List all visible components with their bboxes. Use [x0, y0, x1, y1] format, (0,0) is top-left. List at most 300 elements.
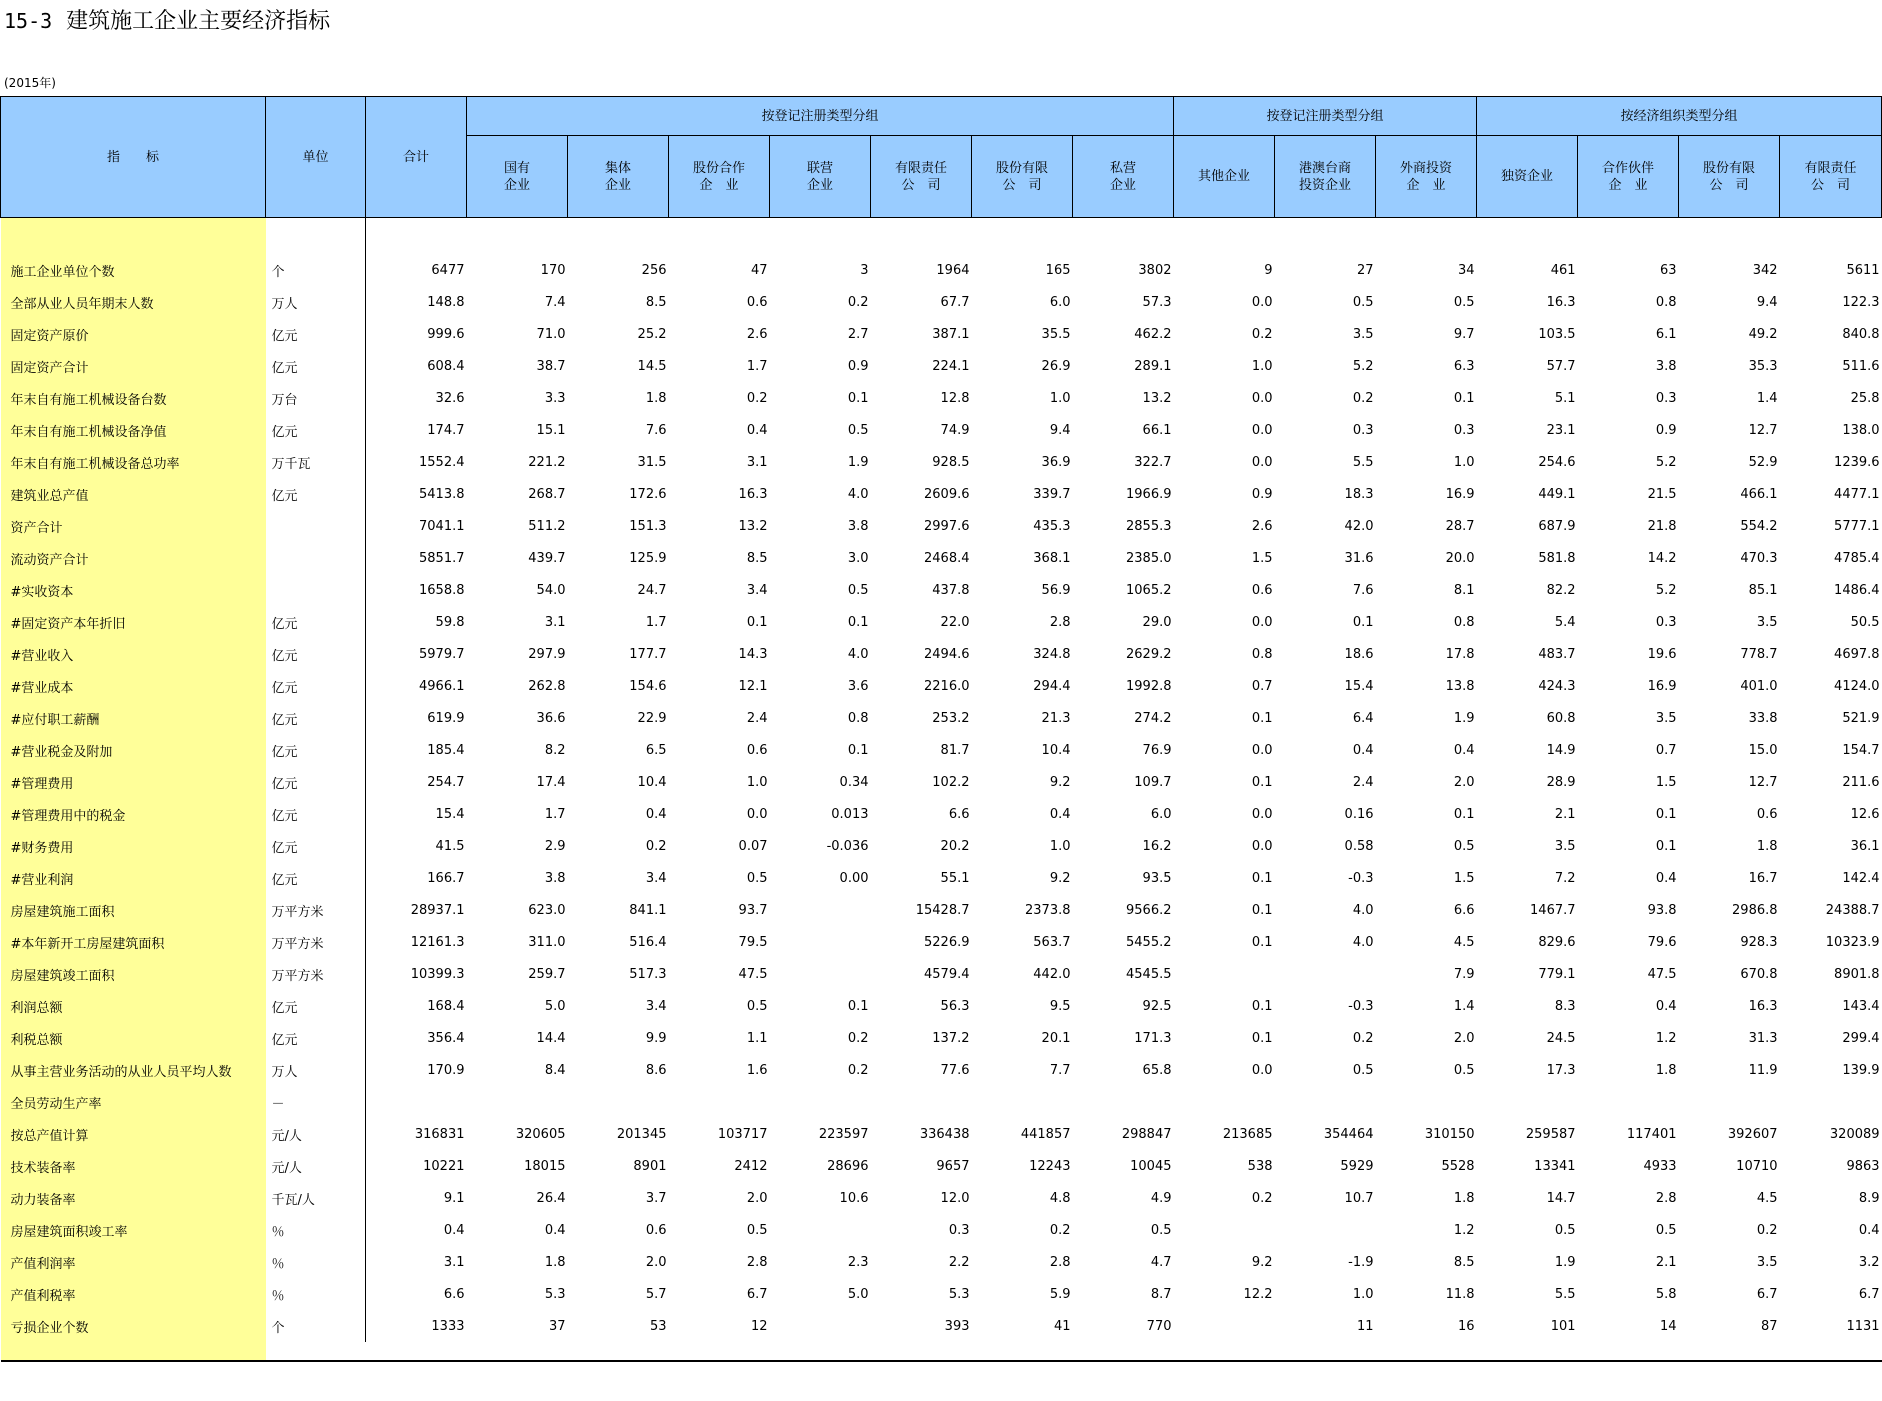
cell-value: 13.8 [1445, 678, 1475, 694]
cell-value: 16.3 [1546, 294, 1576, 310]
cell-value: 254.6 [1538, 454, 1576, 470]
cell-value: 2.8 [1049, 614, 1071, 630]
cell-value: 10.7 [1344, 1190, 1374, 1206]
row-label: 技术装备率 [1, 1150, 266, 1182]
cell-value: 10221 [423, 1158, 465, 1174]
row-label: #本年新开工房屋建筑面积 [1, 926, 266, 958]
cell-value: 3.4 [645, 998, 667, 1014]
cell-value: 16.7 [1748, 870, 1778, 886]
cell-value: 117401 [1626, 1126, 1677, 1142]
cell-value: 56.3 [940, 998, 970, 1014]
cell-value: 16.3 [1748, 998, 1778, 1014]
row-label: 固定资产原价 [1, 318, 266, 350]
cell-value: 2.1 [1554, 806, 1576, 822]
cell-value: 0.4 [1352, 742, 1374, 758]
row-unit: 亿元 [266, 862, 366, 894]
row-label: 利税总额 [1, 1022, 266, 1054]
cell-value: 60.8 [1546, 710, 1576, 726]
cell-value: 5.0 [544, 998, 566, 1014]
cell-value [467, 1086, 568, 1118]
cell-value: 0.1 [1251, 934, 1273, 950]
cell-value: 0.1 [1251, 998, 1273, 1014]
cell-value: 1552.4 [419, 454, 465, 470]
cell-value: 32.6 [435, 390, 465, 406]
cell-value: 170.9 [427, 1062, 465, 1078]
row-label: 房屋建筑施工面积 [1, 894, 266, 926]
cell-value: 0.9 [1655, 422, 1677, 438]
cell-value: 461 [1550, 262, 1576, 278]
cell-value: 928.5 [932, 454, 970, 470]
header-group-1: 按登记注册类型分组 [467, 97, 1174, 136]
cell-value: 0.1 [1655, 806, 1677, 822]
cell-value: 22.9 [637, 710, 667, 726]
cell-value: 139.9 [1842, 1062, 1880, 1078]
cell-value: 0.4 [443, 1222, 465, 1238]
cell-value: 8.9 [1858, 1190, 1880, 1206]
row-unit: 亿元 [266, 1022, 366, 1054]
table-row [1, 1086, 1882, 1118]
cell-value: 20.1 [1041, 1030, 1071, 1046]
cell-value [770, 1310, 871, 1342]
row-unit: 亿元 [266, 830, 366, 862]
cell-value: -0.036 [826, 838, 869, 854]
cell-value: 12 [750, 1318, 768, 1334]
cell-value: 7.6 [645, 422, 667, 438]
cell-value: 5611 [1846, 262, 1880, 278]
row-label: 利润总额 [1, 990, 266, 1022]
cell-value: 8.4 [544, 1062, 566, 1078]
row-label: 流动资产合计 [1, 542, 266, 574]
row-unit: 万平方米 [266, 894, 366, 926]
cell-value: 256 [641, 262, 667, 278]
cell-value: 21.5 [1647, 486, 1677, 502]
cell-value: 0.4 [1655, 998, 1677, 1014]
cell-value: 103717 [717, 1126, 768, 1142]
cell-value: 6.5 [645, 742, 667, 758]
cell-value: 201345 [616, 1126, 667, 1142]
cell-value: 0.5 [1655, 1222, 1677, 1238]
cell-value: 0.5 [847, 422, 869, 438]
cell-value [972, 1086, 1073, 1118]
cell-value: 7.7 [1049, 1062, 1071, 1078]
column-header: 港澳台商 投资企业 [1275, 136, 1376, 218]
cell-value: 38.7 [536, 358, 566, 374]
row-label: 产值利润率 [1, 1246, 266, 1278]
cell-value: 29.0 [1142, 614, 1172, 630]
cell-value: 619.9 [427, 710, 465, 726]
cell-value: 0.3 [1352, 422, 1374, 438]
cell-value: 93.8 [1647, 902, 1677, 918]
cell-value: 3.8 [847, 518, 869, 534]
cell-value: 0.1 [1655, 838, 1677, 854]
cell-value: 2216.0 [924, 678, 970, 694]
cell-value: 0.5 [1150, 1222, 1172, 1238]
cell-value [1679, 1086, 1780, 1118]
cell-value: 22.0 [940, 614, 970, 630]
cell-value: 47 [750, 262, 768, 278]
cell-value: 5929 [1340, 1158, 1374, 1174]
cell-value: 2855.3 [1126, 518, 1172, 534]
row-label: 年末自有施工机械设备总功率 [1, 446, 266, 478]
cell-value: 259587 [1525, 1126, 1576, 1142]
row-unit: 万台 [266, 382, 366, 414]
cell-value: 0.9 [1251, 486, 1273, 502]
cell-value [871, 1086, 972, 1118]
cell-value: 14.9 [1546, 742, 1576, 758]
row-label: #管理费用中的税金 [1, 798, 266, 830]
cell-value: 320089 [1829, 1126, 1880, 1142]
cell-value: 1.0 [1049, 838, 1071, 854]
cell-value: 31.6 [1344, 550, 1374, 566]
row-unit: 亿元 [266, 766, 366, 798]
row-unit: 亿元 [266, 990, 366, 1022]
table-row [1, 318, 1882, 350]
cell-value: 24.5 [1546, 1030, 1576, 1046]
cell-value: 8.5 [1453, 1254, 1475, 1270]
cell-value: 8.6 [645, 1062, 667, 1078]
header-group-3: 按经济组织类型分组 [1477, 97, 1882, 136]
cell-value: 623.0 [528, 902, 566, 918]
table-row [1, 1278, 1882, 1310]
cell-value: 0.1 [847, 390, 869, 406]
cell-value: 1.8 [544, 1254, 566, 1270]
table-row [1, 670, 1882, 702]
cell-value: 2.0 [1453, 1030, 1475, 1046]
row-label: #营业收入 [1, 638, 266, 670]
cell-value: 268.7 [528, 486, 566, 502]
cell-value: 13341 [1534, 1158, 1576, 1174]
cell-value: 20.0 [1445, 550, 1475, 566]
cell-value: 2.2 [948, 1254, 970, 1270]
cell-value: 63 [1659, 262, 1677, 278]
cell-value: 298847 [1121, 1126, 1172, 1142]
cell-value: 0.0 [1251, 422, 1273, 438]
cell-value [1275, 1214, 1376, 1246]
cell-value [669, 1086, 770, 1118]
row-unit: ％ [266, 1214, 366, 1246]
cell-value: 0.8 [847, 710, 869, 726]
cell-value: 1964 [936, 262, 970, 278]
cell-value: 3 [860, 262, 869, 278]
cell-value: 2.3 [847, 1254, 869, 1270]
cell-value: 77.6 [940, 1062, 970, 1078]
cell-value: 85.1 [1748, 582, 1778, 598]
cell-value: 670.8 [1740, 966, 1778, 982]
cell-value: 122.3 [1842, 294, 1880, 310]
table-row [1, 1118, 1882, 1150]
cell-value: 21.8 [1647, 518, 1677, 534]
spacer-row [1, 218, 1882, 255]
table-row [1, 638, 1882, 670]
cell-value: 59.8 [435, 614, 465, 630]
cell-value: 393 [944, 1318, 970, 1334]
cell-value: 3802 [1138, 262, 1172, 278]
cell-value: 0.16 [1344, 806, 1374, 822]
table-row [1, 894, 1882, 926]
cell-value: 28937.1 [410, 902, 465, 918]
cell-value: 49.2 [1748, 326, 1778, 342]
cell-value: 1486.4 [1834, 582, 1880, 598]
cell-value: 8.2 [544, 742, 566, 758]
cell-value: 6.0 [1150, 806, 1172, 822]
row-label: #实收资本 [1, 574, 266, 606]
cell-value: 3.5 [1756, 614, 1778, 630]
cell-value: 5777.1 [1834, 518, 1880, 534]
cell-value: 2.8 [1655, 1190, 1677, 1206]
cell-value: 93.5 [1142, 870, 1172, 886]
cell-value: 24388.7 [1825, 902, 1880, 918]
cell-value: 36.6 [536, 710, 566, 726]
cell-value: 5.4 [1554, 614, 1576, 630]
column-header: 股份有限 公 司 [1679, 136, 1780, 218]
cell-value: 2.1 [1655, 1254, 1677, 1270]
row-unit: 亿元 [266, 606, 366, 638]
row-unit [266, 542, 366, 574]
cell-value: 253.2 [932, 710, 970, 726]
cell-value: 320605 [515, 1126, 566, 1142]
table-row [1, 414, 1882, 446]
cell-value: 23.1 [1546, 422, 1576, 438]
table-row [1, 350, 1882, 382]
cell-value: 14.2 [1647, 550, 1677, 566]
cell-value: 1.5 [1453, 870, 1475, 886]
cell-value: 1.1 [746, 1030, 768, 1046]
cell-value: 16.2 [1142, 838, 1172, 854]
cell-value: 5.9 [1049, 1286, 1071, 1302]
cell-value: 829.6 [1538, 934, 1576, 950]
cell-value: 18.6 [1344, 646, 1374, 662]
cell-value: 221.2 [528, 454, 566, 470]
cell-value: 8.3 [1554, 998, 1576, 1014]
cell-value: 4.0 [1352, 934, 1374, 950]
cell-value [1073, 1086, 1174, 1118]
cell-value: 211.6 [1842, 774, 1880, 790]
cell-value: 10323.9 [1825, 934, 1880, 950]
row-label: 全员劳动生产率 [1, 1086, 266, 1118]
cell-value: 1.9 [1453, 710, 1475, 726]
cell-value: 2.0 [1453, 774, 1475, 790]
cell-value: 2.6 [1251, 518, 1273, 534]
cell-value: 511.6 [1842, 358, 1880, 374]
cell-value: 56.9 [1041, 582, 1071, 598]
table-row [1, 958, 1882, 990]
cell-value: 310150 [1424, 1126, 1475, 1142]
cell-value: 4.0 [847, 646, 869, 662]
cell-value: 9 [1264, 262, 1273, 278]
cell-value: 262.8 [528, 678, 566, 694]
row-label: #应付职工薪酬 [1, 702, 266, 734]
cell-value: 5.1 [1554, 390, 1576, 406]
cell-value: 0.3 [1655, 614, 1677, 630]
cell-value: 1.8 [1655, 1062, 1677, 1078]
cell-value: 563.7 [1033, 934, 1071, 950]
cell-value: 7.4 [544, 294, 566, 310]
cell-value: 401.0 [1740, 678, 1778, 694]
cell-value: 50.5 [1850, 614, 1880, 630]
cell-value: 15.4 [1344, 678, 1374, 694]
cell-value [1275, 1086, 1376, 1118]
cell-value: 1065.2 [1126, 582, 1172, 598]
cell-value: 92.5 [1142, 998, 1172, 1014]
cell-value: 0.34 [839, 774, 869, 790]
cell-value: 2629.2 [1126, 646, 1172, 662]
cell-value: 9.2 [1049, 774, 1071, 790]
cell-value: 1.2 [1655, 1030, 1677, 1046]
cell-value: 0.8 [1251, 646, 1273, 662]
cell-value: 47.5 [738, 966, 768, 982]
cell-value: 4.8 [1049, 1190, 1071, 1206]
table-number: 15-3 [4, 9, 53, 33]
cell-value: 7.6 [1352, 582, 1374, 598]
cell-value: 2.4 [746, 710, 768, 726]
table-row [1, 766, 1882, 798]
table-row [1, 734, 1882, 766]
cell-value: 0.0 [1251, 806, 1273, 822]
column-header: 国有 企业 [467, 136, 568, 218]
cell-value: 4697.8 [1834, 646, 1880, 662]
table-row [1, 286, 1882, 318]
cell-value: 26.4 [536, 1190, 566, 1206]
cell-value: 294.4 [1033, 678, 1071, 694]
cell-value: 19.6 [1647, 646, 1677, 662]
cell-value: 3.3 [544, 390, 566, 406]
table-row [1, 990, 1882, 1022]
cell-value: 55.1 [940, 870, 970, 886]
cell-value: 10.6 [839, 1190, 869, 1206]
table-row [1, 1214, 1882, 1246]
cell-value: 3.5 [1756, 1254, 1778, 1270]
cell-value: 67.7 [940, 294, 970, 310]
cell-value: 0.1 [847, 998, 869, 1014]
cell-value: 185.4 [427, 742, 465, 758]
cell-value: 24.7 [637, 582, 667, 598]
cell-value: 3.2 [1858, 1254, 1880, 1270]
cell-value: 27 [1356, 262, 1374, 278]
cell-value: 2.0 [645, 1254, 667, 1270]
cell-value: 0.5 [1352, 1062, 1374, 1078]
cell-value: 2385.0 [1126, 550, 1172, 566]
cell-value: 82.2 [1546, 582, 1576, 598]
cell-value: 0.3 [1655, 390, 1677, 406]
cell-value: 1992.8 [1126, 678, 1172, 694]
cell-value: 254.7 [427, 774, 465, 790]
cell-value: 26.9 [1041, 358, 1071, 374]
cell-value: 5.2 [1352, 358, 1374, 374]
cell-value: 5.7 [645, 1286, 667, 1302]
cell-value: 0.7 [1655, 742, 1677, 758]
cell-value: 0.5 [746, 870, 768, 886]
cell-value: 0.1 [847, 614, 869, 630]
cell-value: 0.0 [1251, 614, 1273, 630]
cell-value: 7.9 [1453, 966, 1475, 982]
row-label: 产值利税率 [1, 1278, 266, 1310]
cell-value: 0.2 [847, 1030, 869, 1046]
column-header: 股份有限 公 司 [972, 136, 1073, 218]
cell-value [770, 958, 871, 990]
table-row [1, 798, 1882, 830]
column-header: 其他企业 [1174, 136, 1275, 218]
cell-value: 7041.1 [419, 518, 465, 534]
cell-value: 0.0 [1251, 294, 1273, 310]
cell-value: 2.8 [746, 1254, 768, 1270]
cell-value: 103.5 [1538, 326, 1576, 342]
cell-value: 2997.6 [924, 518, 970, 534]
cell-value: 470.3 [1740, 550, 1778, 566]
cell-value: 0.0 [1251, 742, 1273, 758]
cell-value: 3.5 [1352, 326, 1374, 342]
cell-value: 15.1 [536, 422, 566, 438]
row-unit: 亿元 [266, 638, 366, 670]
cell-value: 9.1 [443, 1190, 465, 1206]
cell-value: 0.5 [1453, 838, 1475, 854]
table-row [1, 574, 1882, 606]
cell-value: 840.8 [1842, 326, 1880, 342]
cell-value: 65.8 [1142, 1062, 1172, 1078]
cell-value: 35.3 [1748, 358, 1778, 374]
cell-value: 79.5 [738, 934, 768, 950]
row-label: #营业成本 [1, 670, 266, 702]
cell-value: 2494.6 [924, 646, 970, 662]
table-title: 建筑施工企业主要经济指标 [66, 9, 331, 34]
cell-value: 5.3 [948, 1286, 970, 1302]
table-row [1, 478, 1882, 510]
cell-value: 1.7 [746, 358, 768, 374]
table-row [1, 1022, 1882, 1054]
cell-value: 339.7 [1033, 486, 1071, 502]
cell-value: 1.0 [1352, 1286, 1374, 1302]
cell-value: 81.7 [940, 742, 970, 758]
cell-value: 0.1 [1251, 1030, 1273, 1046]
cell-value [1174, 1214, 1275, 1246]
cell-value: 6.7 [1858, 1286, 1880, 1302]
cell-value: 3.1 [544, 614, 566, 630]
cell-value: 14.7 [1546, 1190, 1576, 1206]
cell-value: 11 [1356, 1318, 1374, 1334]
header-unit: 单位 [266, 97, 366, 218]
table-row [1, 830, 1882, 862]
cell-value: 33.8 [1748, 710, 1778, 726]
row-unit: 亿元 [266, 702, 366, 734]
cell-value: 0.6 [1251, 582, 1273, 598]
cell-value: 0.3 [948, 1222, 970, 1238]
cell-value: 0.2 [1251, 1190, 1273, 1206]
cell-value: 354464 [1323, 1126, 1374, 1142]
cell-value: 0.1 [746, 614, 768, 630]
cell-value: 57.7 [1546, 358, 1576, 374]
cell-value: 54.0 [536, 582, 566, 598]
cell-value: 6.7 [1756, 1286, 1778, 1302]
cell-value: 166.7 [427, 870, 465, 886]
cell-value: 0.2 [847, 1062, 869, 1078]
cell-value: 177.7 [629, 646, 667, 662]
cell-value: 778.7 [1740, 646, 1778, 662]
cell-value: -1.9 [1348, 1254, 1374, 1270]
cell-value: 4.9 [1150, 1190, 1172, 1206]
column-header: 外商投资 企 业 [1376, 136, 1477, 218]
cell-value: 18.3 [1344, 486, 1374, 502]
cell-value: 1966.9 [1126, 486, 1172, 502]
cell-value: 171.3 [1134, 1030, 1172, 1046]
cell-value: 1.4 [1453, 998, 1475, 1014]
cell-value: 442.0 [1033, 966, 1071, 982]
cell-value [1275, 958, 1376, 990]
row-unit: 亿元 [266, 734, 366, 766]
cell-value: 1.0 [1453, 454, 1475, 470]
cell-value: 3.8 [1655, 358, 1677, 374]
row-label: 房屋建筑竣工面积 [1, 958, 266, 990]
row-unit: 元/人 [266, 1150, 366, 1182]
cell-value: 8.5 [645, 294, 667, 310]
